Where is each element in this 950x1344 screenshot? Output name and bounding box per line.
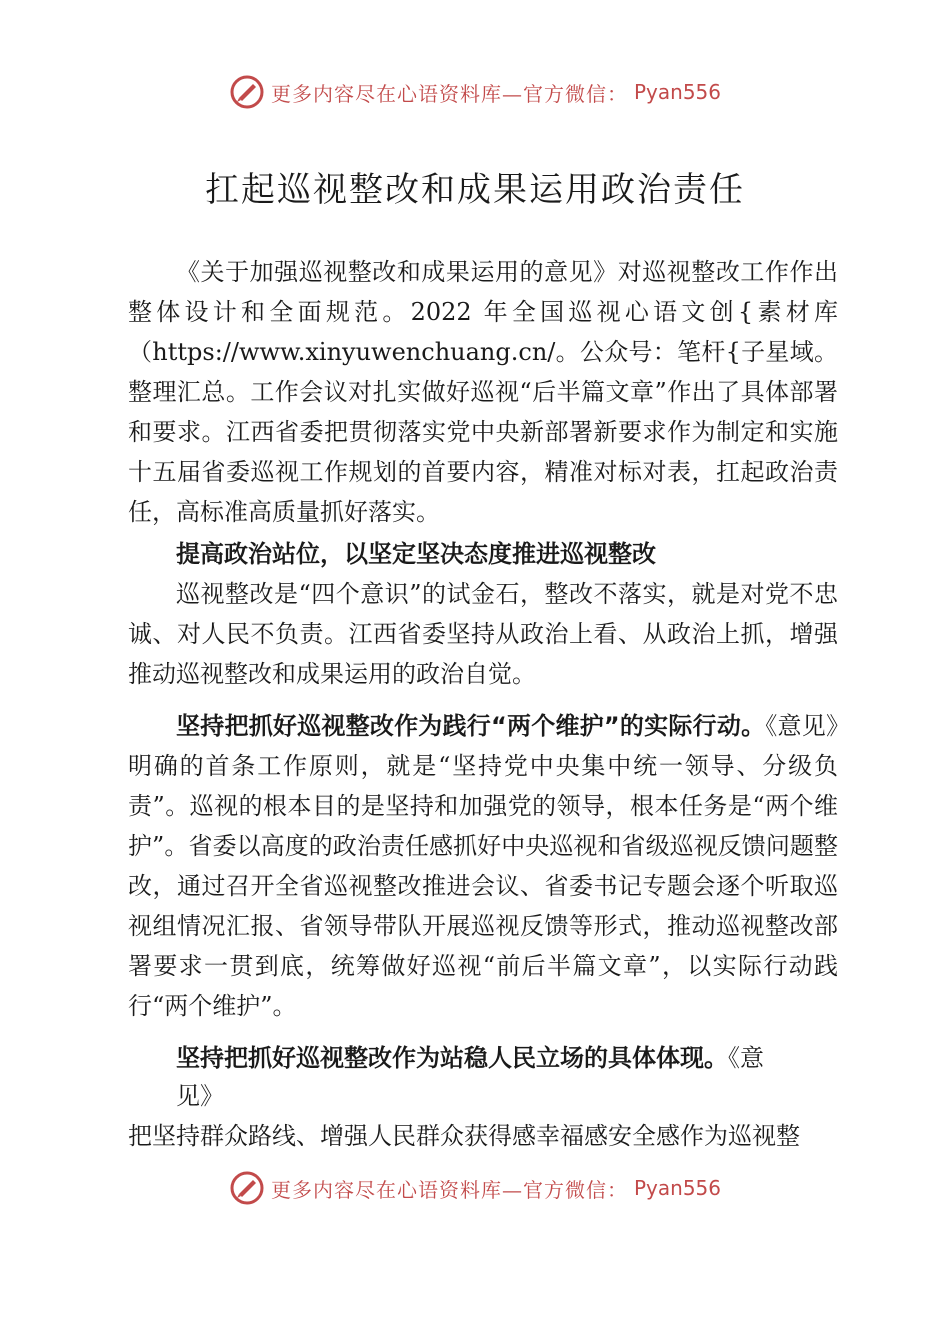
footer-banner — [0, 1168, 950, 1208]
footer-banner-text: 更多内容尽在心语资料库—官方微信： — [270, 1177, 628, 1202]
paragraph-lead: 坚持把抓好巡视整改作为践行“两个维护”的实际行动。 — [176, 712, 766, 740]
paragraph-text: 《意见》明确的首条工作原则，就是“坚持党中央集中统一领导、分级负责”。巡视的根本目的是坚持和加强党的领导，根本任务是“两个维护”。省委以高度的政治责任感抓好中央巡视和省级巡视反馈问题整改，通过召开全省巡视整改推进会议、省委书记专题会逐个听取巡视组情况汇报、省领导带队开展巡视反馈等形式，推动巡视整改部署要求一贯到底，统筹做好巡视“前后半篇文章”，以实际行动践行“两个维护”。 — [128, 712, 839, 1020]
paragraph-two-safeguards — [128, 706, 838, 1026]
paragraph-inspection: 巡视整改是“四个意识”的试金石，整改不落实，就是对党不忠诚、对人民不负责。江西省委坚持从政治上看、从政治上抓，增强推动巡视整改和成果运用的政治自觉。 — [128, 580, 838, 688]
logo-icon — [229, 1170, 265, 1206]
logo-icon — [229, 74, 265, 110]
header-banner — [0, 72, 950, 112]
header-banner-text: 更多内容尽在心语资料库—官方微信： — [270, 81, 628, 106]
paragraph-people-stance — [128, 1038, 838, 1078]
header-wechat-id: Pyan556 — [633, 80, 721, 104]
section-heading: 提高政治站位，以坚定坚决态度推进巡视整改 — [176, 540, 656, 568]
article-body — [128, 252, 838, 1156]
footer-wechat-id: Pyan556 — [633, 1176, 721, 1200]
paragraph-lead: 坚持把抓好巡视整改作为站稳人民立场的具体体现。 — [176, 1044, 728, 1072]
page-title: 扛起巡视整改和成果运用政治责任 — [205, 170, 745, 210]
paragraph-fragment: 见》 — [176, 1082, 224, 1110]
paragraph-continued: 把坚持群众路线、增强人民群众获得感幸福感安全感作为巡视整 — [128, 1122, 800, 1150]
paragraph-text: 《意 — [728, 1044, 764, 1072]
paragraph-intro: 《关于加强巡视整改和成果运用的意见》对巡视整改工作作出整体设计和全面规范。2022 年全国巡视心语文创{素材库（https://www.xinyuwenchuang.cn/。公众号：笔杆{子星域。整理汇总。工作会议对扎实做好巡视“后半篇文章”作出了具体部署和要求。江西省委把贯彻落实党中央新部署新要求作为制定和实施十五届省委巡视工作规划的首要内容，精准对标对表，扛起政治责任，高标准高质量抓好落实。 — [128, 258, 838, 526]
